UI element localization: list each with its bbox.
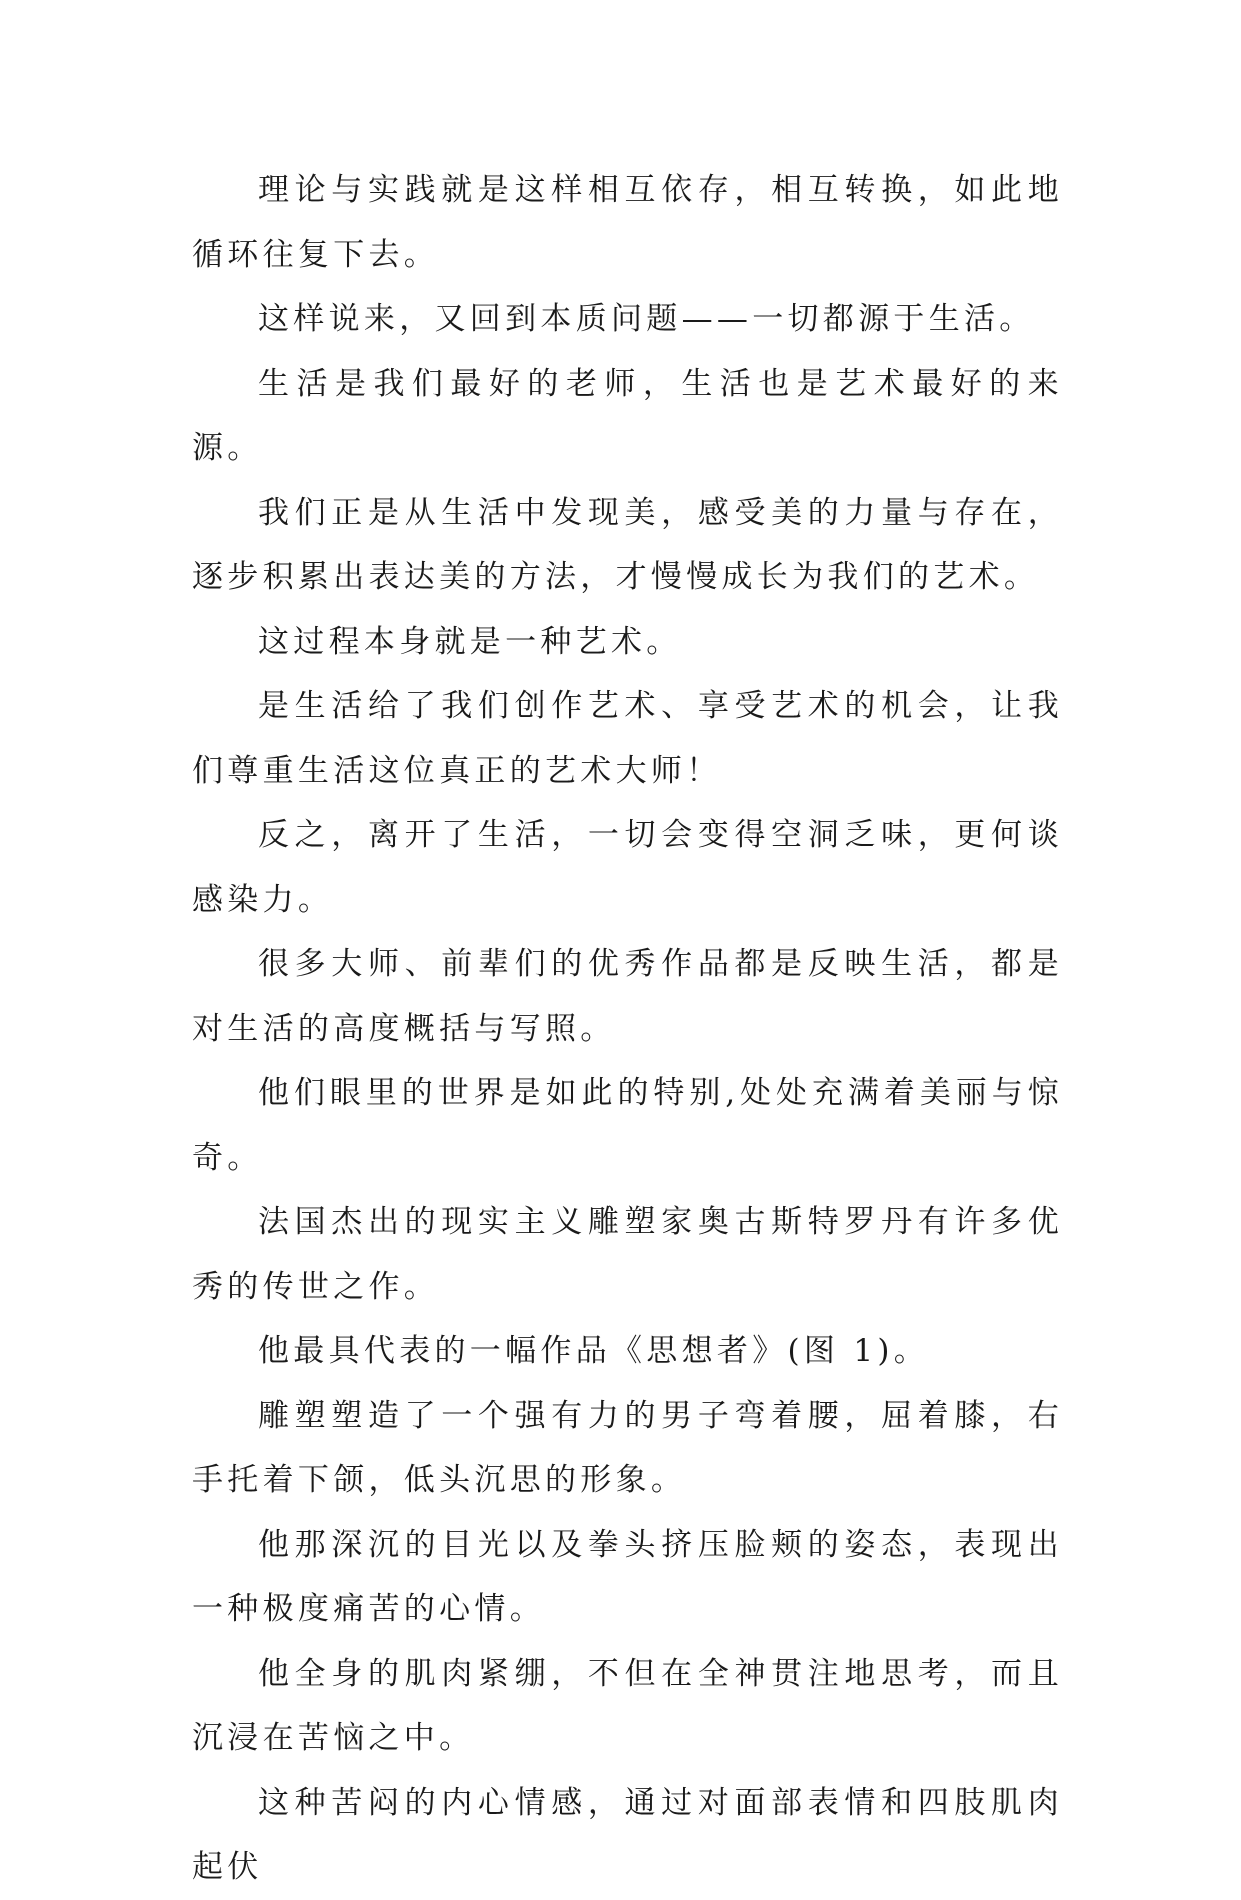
paragraph: 这过程本身就是一种艺术。: [258, 623, 682, 660]
paragraph: 法国杰出的现实主义雕塑家奥古斯特罗丹有许多优秀的传世之作。: [192, 1204, 1063, 1305]
paragraph: 反之，离开了生活，一切会变得空洞乏味，更何谈感染力。: [192, 817, 1063, 918]
paragraph: 生活是我们最好的老师，生活也是艺术最好的来源。: [192, 365, 1063, 466]
paragraph: 他们眼里的世界是如此的特别,处处充满着美丽与惊奇。: [192, 1075, 1063, 1176]
paragraph: 我们正是从生活中发现美，感受美的力量与存在，逐步积累出表达美的方法，才慢慢成长为我们的艺术。: [192, 494, 1063, 595]
paragraph: 这种苦闷的内心情感，通过对面部表情和四肢肌肉起伏: [192, 1784, 1063, 1885]
body-text: [192, 158, 1063, 1900]
paragraph: 是生活给了我们创作艺术、享受艺术的机会，让我们尊重生活这位真正的艺术大师！: [192, 688, 1063, 789]
paragraph: 他全身的肌肉紧绷，不但在全神贯注地思考，而且沉浸在苦恼之中。: [192, 1655, 1063, 1756]
paragraph: 他最具代表的一幅作品《思想者》(图 1)。: [258, 1333, 930, 1369]
paragraph: 雕塑塑造了一个强有力的男子弯着腰，屈着膝，右手托着下颌，低头沉思的形象。: [192, 1397, 1063, 1498]
paragraph: 很多大师、前辈们的优秀作品都是反映生活，都是对生活的高度概括与写照。: [192, 946, 1063, 1047]
paragraph: 理论与实践就是这样相互依存，相互转换，如此地循环往复下去。: [192, 172, 1063, 273]
paragraph: 这样说来，又回到本质问题——一切都源于生活。: [258, 301, 1035, 337]
paragraph: 他那深沉的目光以及拳头挤压脸颊的姿态，表现出一种极度痛苦的心情。: [192, 1526, 1063, 1627]
